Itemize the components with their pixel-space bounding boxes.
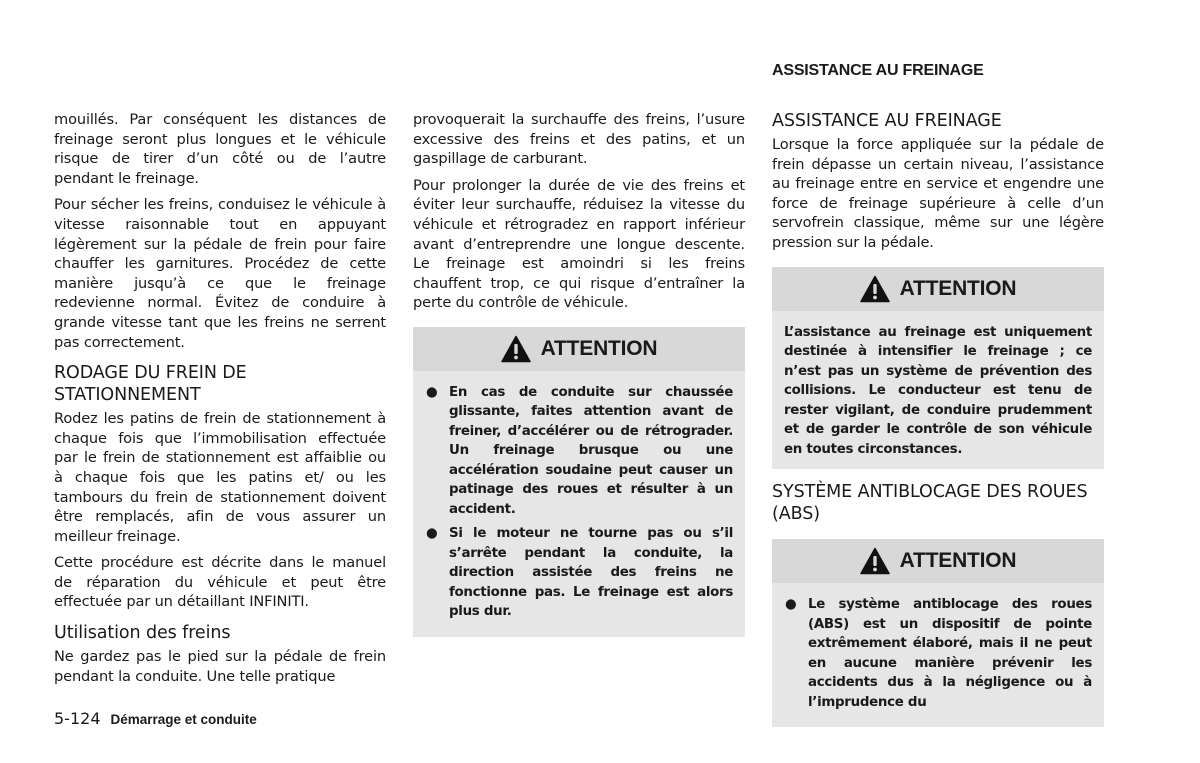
- running-header: ASSISTANCE AU FREINAGE: [772, 62, 984, 79]
- warning-title: ATTENTION: [899, 549, 1017, 573]
- section-heading-brake-assist: ASSISTANCE AU FREINAGE: [772, 111, 1002, 131]
- warning-box: [413, 327, 745, 637]
- warning-triangle-icon: [860, 547, 890, 575]
- paragraph: Cette procédure est décrite dans le manuel de réparation du véhicule et peut être effectuée par un détaillant INFINITI.: [54, 554, 386, 611]
- paragraph: Pour prolonger la durée de vie des freins et éviter leur surchauffe, réduisez la vitesse du véhicule et rétrogradez en rapport inférieur avant d’entreprendre une longue descente. Le freinage est amoindri si les freins chauffent trop, ce qui risque d’entraîner la perte du contrôle de véhicule.: [413, 176, 745, 312]
- bullet-icon: ●: [426, 384, 438, 400]
- warning-triangle-icon: [860, 275, 890, 303]
- page-number: 5-124: [54, 709, 101, 728]
- column-3: [772, 110, 1104, 739]
- paragraph: provoquerait la surchauffe des freins, l’usure excessive des freins et des patins, et un gaspillage de carburant.: [413, 111, 745, 168]
- warning-header: [413, 327, 745, 371]
- warning-text: L’assistance au freinage est uniquement destinée à intensifier le freinage ; ce n’est pas un système de prévention des collisions. Le conducteur est tenu de rester vigilant, de conduire prudemment et de garder le contrôle de son véhicule en toutes circonstances.: [784, 324, 1092, 457]
- warning-box: [772, 539, 1104, 727]
- warning-triangle-icon: [501, 335, 531, 363]
- warning-box: [772, 267, 1104, 470]
- section-heading-abs: SYSTÈME ANTIBLOCAGE DES ROUES (ABS): [772, 482, 1088, 525]
- list-item: ● En cas de conduite sur chaussée glissante, faites attention avant de freiner, d’accélérer ou de rétrograder. Un freinage brusque ou une accélération soudaine peut causer un patinage des roues et résulter à un accident.: [426, 384, 733, 517]
- bullet-icon: ●: [426, 526, 438, 542]
- column-1: [54, 110, 386, 693]
- warning-body: [772, 311, 1104, 470]
- warning-body: [413, 371, 745, 637]
- warning-title: ATTENTION: [899, 276, 1017, 300]
- page-footer: [54, 709, 257, 728]
- section-name: Démarrage et conduite: [110, 712, 257, 727]
- section-heading-brake-use: Utilisation des freins: [54, 623, 231, 644]
- paragraph: Rodez les patins de frein de stationnement à chaque fois que l’immobilisation effectuée par le frein de stationnement est affaiblie ou à chaque fois que les patins et/ ou les tambours du frein de stationnement doivent être remplacés, afin de vous assurer un meilleur freinage.: [54, 410, 386, 545]
- section-heading-parking-brake: RODAGE DU FREIN DE STATIONNEMENT: [54, 363, 247, 406]
- paragraph: Pour sécher les freins, conduisez le véhicule à vitesse raisonnable tout en appuyant légèrement sur la pédale de frein pour faire chauffer les garnitures. Procédez de cette manière jusqu’à ce que le freinage redevienne normal. Évitez de conduire à grande vitesse tant que les freins ne serrent pas correctement.: [54, 196, 386, 351]
- paragraph: Lorsque la force appliquée sur la pédale de frein dépasse un certain niveau, l’assistance au freinage entre en service et engendre une force de freinage supérieure à celle d’un servofrein classique, même sur une légère pression sur la pédale.: [772, 136, 1104, 251]
- bullet-icon: ●: [785, 597, 797, 613]
- column-2: [413, 110, 745, 649]
- warning-header: [772, 539, 1104, 583]
- warning-title: ATTENTION: [540, 336, 658, 360]
- warning-body: [772, 583, 1104, 727]
- list-item: ● Si le moteur ne tourne pas ou s’il s’arrête pendant la conduite, la direction assistée des freins ne fonctionne pas. Le freinage est alors plus dur.: [426, 526, 733, 620]
- warning-header: [772, 267, 1104, 311]
- list-item: ● Le système antiblocage des roues (ABS) est un dispositif de pointe extrêmement élaboré, mais il ne peut en aucune manière prévenir les accidents dus à la négligence ou à l’imprudence du: [785, 597, 1092, 710]
- paragraph: Ne gardez pas le pied sur la pédale de frein pendant la conduite. Une telle pratique: [54, 648, 386, 685]
- paragraph: mouillés. Par conséquent les distances de freinage seront plus longues et le véhicule risque de tirer d’un côté ou de l’autre pendant le freinage.: [54, 111, 386, 187]
